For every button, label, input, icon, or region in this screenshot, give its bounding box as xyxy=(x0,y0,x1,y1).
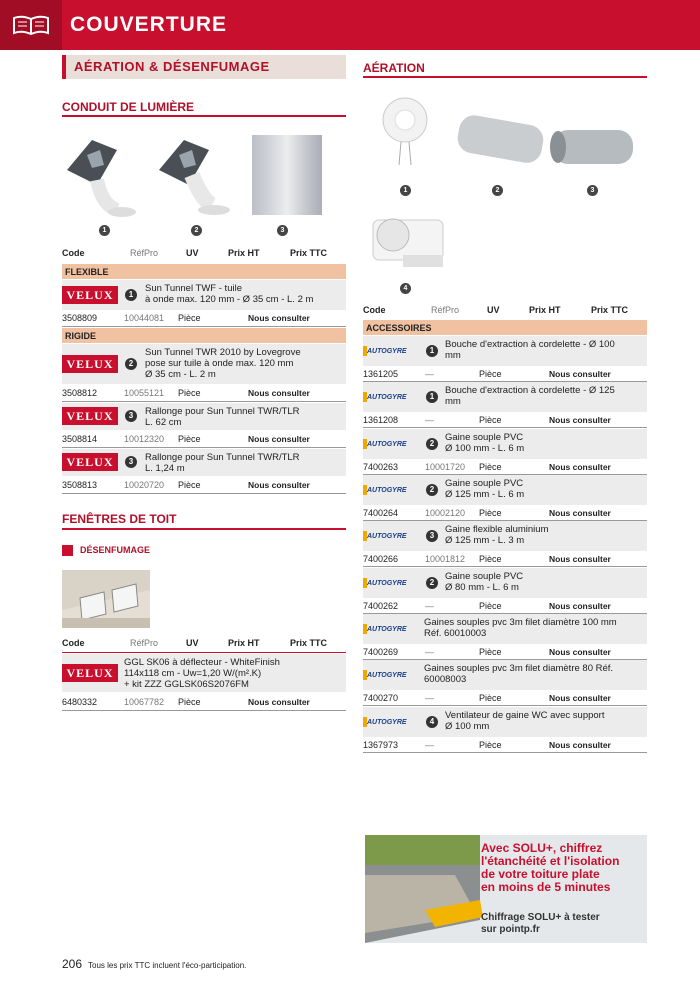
velux-logo: VELUX xyxy=(62,355,118,373)
velux-logo: VELUX xyxy=(62,407,118,425)
col-uv: UV xyxy=(186,248,199,258)
autogyre-logo: AUTOGYRE xyxy=(363,669,423,681)
page-number: 206 xyxy=(62,957,83,971)
autogyre-logo: AUTOGYRE xyxy=(363,391,423,403)
product-description: Gaine souple PVC Ø 100 mm - L. 6 m xyxy=(445,432,525,454)
divider xyxy=(62,115,346,117)
sun-tunnel-extension-image xyxy=(252,135,322,215)
price: Nous consulter xyxy=(549,369,611,379)
product-description: GGL SK06 à déflecteur - WhiteFinish 114x118 cm - Uw=1,20 W/(m².K) + kit ZZZ GGLSK06S2076FM xyxy=(124,657,280,690)
category-flexible: FLEXIBLE xyxy=(62,264,346,279)
divider xyxy=(62,528,346,530)
page-header xyxy=(0,0,700,50)
product-meta: 1367973 — Pièce Nous consulter xyxy=(363,740,611,750)
product-meta: 1361208 — Pièce Nous consulter xyxy=(363,415,611,425)
divider xyxy=(363,566,647,567)
price: Nous consulter xyxy=(549,740,611,750)
image-number: 3 xyxy=(277,225,288,236)
divider xyxy=(62,326,346,327)
image-number: 2 xyxy=(191,225,202,236)
product-meta: 7400270 — Pièce Nous consulter xyxy=(363,693,611,703)
desenfumage-label: DÉSENFUMAGE xyxy=(80,545,151,555)
product-meta: 7400264 10002120 Pièce Nous consulter xyxy=(363,508,611,518)
product-meta: 7400269 — Pièce Nous consulter xyxy=(363,647,611,657)
price: Nous consulter xyxy=(248,480,310,490)
price: Nous consulter xyxy=(248,388,310,398)
item-number: 2 xyxy=(125,358,137,370)
divider xyxy=(62,447,346,448)
col-code: Code xyxy=(62,248,85,258)
category-accessoires: ACCESSOIRES xyxy=(363,320,647,335)
divider xyxy=(62,710,346,711)
conduit-product-images xyxy=(62,130,346,240)
item-number: 3 xyxy=(125,410,137,422)
fenetres-title: FENÊTRES DE TOIT xyxy=(62,512,177,526)
divider xyxy=(62,652,346,653)
image-number: 2 xyxy=(492,185,503,196)
item-number: 2 xyxy=(426,577,438,589)
square-bullet-icon xyxy=(62,545,73,556)
product-description: Sun Tunnel TWF - tuile à onde max. 120 mm - Ø 35 cm - L. 2 m xyxy=(145,283,314,305)
item-number: 2 xyxy=(426,484,438,496)
column-header: Code RéfPro UV Prix HT Prix TTC xyxy=(62,638,328,648)
autogyre-logo: AUTOGYRE xyxy=(363,716,423,728)
image-number: 1 xyxy=(400,185,411,196)
divider xyxy=(363,705,647,706)
divider xyxy=(62,401,346,402)
roof-window-image xyxy=(62,570,150,628)
product-meta: 1361205 — Pièce Nous consulter xyxy=(363,369,611,379)
price: Nous consulter xyxy=(248,313,310,323)
section-title: AÉRATION & DÉSENFUMAGE xyxy=(74,59,270,74)
price: Nous consulter xyxy=(549,508,611,518)
col-ht: Prix HT xyxy=(228,248,260,258)
column-header xyxy=(62,248,346,261)
product-description: Sun Tunnel TWR 2010 by Lovegrove pose sur tuile à onde max. 120 mm Ø 35 cm - L. 2 m xyxy=(145,347,301,380)
item-number: 3 xyxy=(125,456,137,468)
divider xyxy=(363,752,647,753)
product-description: Ventilateur de gaine WC avec support Ø 100 mm xyxy=(445,710,605,732)
product-description: Bouche d'extraction à cordelette - Ø 100 mm xyxy=(445,339,615,361)
promo-subline: Chiffrage SOLU+ à tester sur pointp.fr xyxy=(481,912,641,936)
price: Nous consulter xyxy=(549,415,611,425)
item-number: 2 xyxy=(426,438,438,450)
product-meta: 6480332 10067782 Pièce Nous consulter xyxy=(62,697,310,707)
promo-link[interactable]: sur pointp.fr xyxy=(481,924,540,935)
section-aeration-desenfumage xyxy=(62,55,346,79)
image-number: 4 xyxy=(400,283,411,294)
product-description: Rallonge pour Sun Tunnel TWR/TLR L. 1,24 m xyxy=(145,452,300,474)
pvc-duct-image xyxy=(455,113,545,165)
product-description: Gaine souple PVC Ø 80 mm - L. 6 m xyxy=(445,571,524,593)
velux-logo: VELUX xyxy=(62,664,118,682)
sun-tunnel-rigid-image xyxy=(159,140,230,215)
item-number: 1 xyxy=(125,289,137,301)
duct-fan-image xyxy=(373,219,443,267)
product-description: Gaines souples pvc 3m filet diamètre 100 mm Réf. 60010003 xyxy=(424,617,617,639)
aluminium-duct-image xyxy=(550,130,633,164)
col-ttc: Prix TTC xyxy=(290,248,328,258)
autogyre-logo: AUTOGYRE xyxy=(363,623,423,635)
product-meta: 3508812 10055121 Pièce Nous consulter xyxy=(62,388,310,398)
product-meta: 3508809 10044081 Pièce Nous consulter xyxy=(62,313,310,323)
page-title: COUVERTURE xyxy=(70,13,228,36)
item-number: 1 xyxy=(426,345,438,357)
autogyre-logo: AUTOGYRE xyxy=(363,577,423,589)
price: Nous consulter xyxy=(549,601,611,611)
column-header: Code RéfPro UV Prix HT Prix TTC xyxy=(363,305,629,315)
product-description: Gaine flexible aluminium Ø 125 mm - L. 3 m xyxy=(445,524,549,546)
image-number: 3 xyxy=(587,185,598,196)
product-meta: 3508814 10012320 Pièce Nous consulter xyxy=(62,434,310,444)
item-number: 4 xyxy=(426,716,438,728)
promo-headline: Avec SOLU+, chiffrez l'étanchéité et l'isolation de votre toiture plate en moins de 5 minutes xyxy=(481,841,620,894)
product-description: Rallonge pour Sun Tunnel TWR/TLR L. 62 cm xyxy=(145,406,300,428)
footer-note: Tous les prix TTC incluent l'éco-participation. xyxy=(88,961,247,970)
page-footer xyxy=(62,957,246,971)
velux-logo: VELUX xyxy=(62,453,118,471)
product-description: Bouche d'extraction à cordelette - Ø 125 mm xyxy=(445,385,615,407)
autogyre-logo: AUTOGYRE xyxy=(363,484,423,496)
price: Nous consulter xyxy=(549,647,611,657)
sun-tunnel-flexible-image xyxy=(67,140,136,217)
autogyre-logo: AUTOGYRE xyxy=(363,438,423,450)
price: Nous consulter xyxy=(248,697,310,707)
divider xyxy=(62,493,346,494)
col-ref: RéfPro xyxy=(130,248,159,258)
item-number: 3 xyxy=(426,530,438,542)
product-meta: 7400263 10001720 Pièce Nous consulter xyxy=(363,462,611,472)
product-description: Gaine souple PVC Ø 125 mm - L. 6 m xyxy=(445,478,525,500)
product-meta: 7400262 — Pièce Nous consulter xyxy=(363,601,611,611)
category-rigide: RIGIDE xyxy=(62,328,346,343)
price: Nous consulter xyxy=(549,462,611,472)
divider xyxy=(363,76,647,78)
book-icon xyxy=(0,0,62,50)
product-meta: 3508813 10020720 Pièce Nous consulter xyxy=(62,480,310,490)
product-meta: 7400266 10001812 Pièce Nous consulter xyxy=(363,554,611,564)
item-number: 1 xyxy=(426,391,438,403)
divider xyxy=(363,427,647,428)
conduit-title: CONDUIT DE LUMIÈRE xyxy=(62,100,194,114)
autogyre-logo: AUTOGYRE xyxy=(363,345,423,357)
velux-logo: VELUX xyxy=(62,286,118,304)
autogyre-logo: AUTOGYRE xyxy=(363,530,423,542)
aeration-title: AÉRATION xyxy=(363,61,425,75)
price: Nous consulter xyxy=(248,434,310,444)
image-number: 1 xyxy=(99,225,110,236)
price: Nous consulter xyxy=(549,693,611,703)
extraction-vent-image xyxy=(383,98,427,165)
product-description: Gaines souples pvc 3m filet diamètre 80 Réf. 60008003 xyxy=(424,663,614,685)
price: Nous consulter xyxy=(549,554,611,564)
